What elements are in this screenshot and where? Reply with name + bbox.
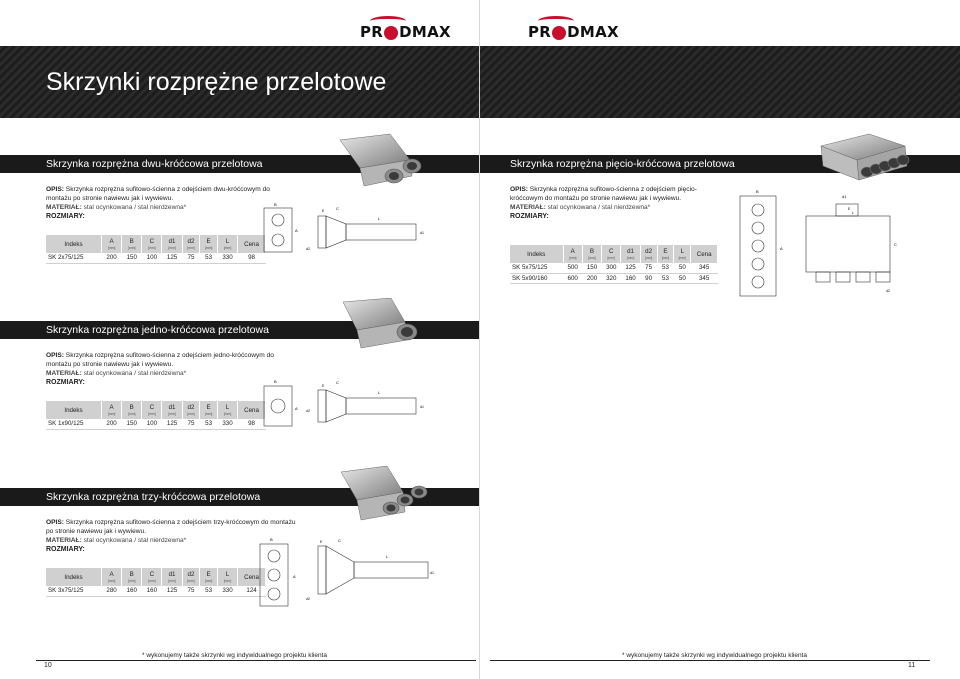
desc-dwu [46,185,296,221]
column-header-label: d2 [187,238,195,245]
column-header [602,245,621,263]
footer-rule [490,660,930,661]
dimension-diagram-jedno [262,376,432,436]
column-header-label: Cena [696,250,712,258]
table-cell: SK 1x90/125 [46,419,102,429]
table-cell: 150 [582,263,601,273]
rozmiary-label: ROZMIARY: [46,213,85,220]
column-header-unit: [mm] [187,246,195,250]
column-header-label: Indeks [64,406,83,414]
column-header-label: d1 [168,404,176,411]
logo-text-pre: PR [528,23,552,41]
column-header-label: Cena [244,406,259,414]
material-label: MATERIAŁ: [510,204,546,211]
table-cell: 600 [563,273,582,283]
table-row [510,273,718,283]
column-header-unit: [mm] [204,246,213,250]
spec-table-jedno [46,401,266,430]
column-header-label: A [109,238,114,245]
column-header-label: A [570,248,575,255]
column-header [217,568,237,586]
dim-label-e: E [322,384,325,388]
column-header [200,401,218,419]
column-header-unit: [mm] [223,579,232,583]
dim-label-c: C [336,380,339,385]
column-header [142,568,162,586]
column-header [510,245,563,263]
table-cell: 125 [162,419,182,429]
desc-jedno [46,351,296,387]
column-header [162,568,182,586]
column-header [217,401,237,419]
column-header-label: B [129,404,134,411]
dim-label-a: A [780,246,783,251]
table-cell: SK 5x90/160 [510,273,563,283]
dim-label-e: E [848,207,851,211]
table-cell: 330 [217,586,237,596]
dim-label-c: C [894,242,897,247]
column-header-unit: [mm] [127,412,136,416]
column-header [46,401,102,419]
column-header-label: A [109,404,114,411]
column-header-unit: [mm] [204,412,213,416]
column-header [46,235,102,253]
rozmiary-label: ROZMIARY: [46,379,85,386]
table-cell: 330 [217,419,237,429]
title-banner [480,46,960,118]
table-cell: 124 [238,586,266,596]
column-header [657,245,674,263]
material-label: MATERIAŁ: [46,537,82,544]
column-header-unit: [mm] [107,579,116,583]
table-header-row [46,568,266,586]
column-header [200,568,218,586]
table-cell: 345 [691,263,718,273]
section-header-piecio: Skrzynka rozprężna pięcio-króćcowa przelotowa [480,155,960,173]
desc-text: Skrzynka rozprężna sufitowo-ścienna z odejściem trzy-króćcowym do montażu po stronie nawiewu jak i wywiewu. [46,519,296,535]
dim-label-b: B [274,379,277,384]
column-header [182,568,200,586]
column-header-unit: [mm] [204,579,213,583]
rozmiary-label: ROZMIARY: [510,213,549,220]
section-header-jedno: Skrzynka rozprężna jedno-króćcowa przelotowa [0,321,480,339]
table-row [510,263,718,273]
column-header-unit: [mm] [678,256,687,260]
column-header [102,401,122,419]
table-cell: 200 [102,419,122,429]
product-photo-dwu [330,132,430,192]
table-cell: SK 2x75/125 [46,253,102,263]
dim-label-d2: d2 [306,597,310,601]
material-text: stal ocynkowana / stal nierdzewna* [83,204,187,211]
logo-text-post: DMAX [567,23,619,41]
material-label: MATERIAŁ: [46,370,82,377]
page-number-right: 11 [908,662,916,669]
column-header-unit: [mm] [187,412,195,416]
column-header [142,235,162,253]
table-cell: 125 [162,253,182,263]
table-cell: 75 [182,419,200,429]
desc-piecio [510,185,710,221]
column-header-label: Indeks [64,573,83,581]
column-header-unit: [mm] [127,579,136,583]
column-header-label: A [109,571,114,578]
spec-table-trzy [46,568,266,597]
table-cell: 53 [657,273,674,283]
table-cell: 320 [602,273,621,283]
table-row [46,419,266,429]
column-header-label: B [129,238,134,245]
column-header [582,245,601,263]
column-header-label: C [609,248,614,255]
table-cell: 150 [122,419,142,429]
column-header-label: E [206,571,211,578]
product-photo-trzy [335,466,435,526]
column-header-label: Indeks [527,250,546,258]
dim-label-b: B [756,189,759,194]
table-cell: 345 [691,273,718,283]
column-header-label: d2 [187,571,195,578]
column-header-label: d1 [168,571,176,578]
column-header [200,235,218,253]
column-header [102,235,122,253]
column-header [46,568,102,586]
column-header [691,245,718,263]
opis-label: OPIS: [46,352,64,359]
column-header-label: d2 [645,248,653,255]
section-header-dwu: Skrzynka rozprężna dwu-króćcowa przelotowa [0,155,480,173]
table-cell: 100 [142,253,162,263]
page-number-left: 10 [44,662,52,669]
table-cell: 300 [602,263,621,273]
table-cell: 98 [238,419,266,429]
dim-label-b: B [270,537,273,542]
column-header-label: C [149,238,155,245]
dim-label-l: L [852,211,854,215]
column-header [142,401,162,419]
table-header-row [46,235,266,253]
table-cell: 75 [182,586,200,596]
dim-label-l: L [378,216,381,221]
desc-text: Skrzynka rozprężna sufitowo-ścienna z odejściem pięcio-króćcowym do montażu po stronie nawiewu jak i wywiewu. [510,186,697,202]
dim-label-c: C [336,206,339,211]
table-cell: 150 [122,253,142,263]
column-header [122,235,142,253]
dim-label-d2: d2 [886,289,890,293]
table-cell: 90 [640,273,657,283]
table-cell: 500 [563,263,582,273]
dim-label-e: E [322,209,325,213]
column-header [621,245,640,263]
dim-label-c: C [338,538,341,543]
dim-label-d2: d2 [306,247,310,251]
column-header [674,245,691,263]
logo-swoosh-icon [538,16,574,26]
dim-label-a: A [295,228,298,233]
table-row [46,253,266,263]
dim-label-d1: d1 [420,231,424,235]
footnote: * wykonujemy także skrzynki wg indywidualnego projektu klienta [622,652,807,659]
column-header [182,235,200,253]
table-cell: 75 [182,253,200,263]
logo-text-post: DMAX [399,23,451,41]
footnote: * wykonujemy także skrzynki wg indywidualnego projektu klienta [142,652,327,659]
opis-label: OPIS: [510,186,528,193]
dim-label-d1: d1 [430,571,434,575]
column-header [162,401,182,419]
dim-label-l: L [386,554,389,559]
opis-label: OPIS: [46,186,64,193]
column-header [563,245,582,263]
table-cell: 200 [582,273,601,283]
table-cell: 100 [142,419,162,429]
material-text: stal ocynkowana / stal nierdzewna* [83,537,187,544]
material-text: stal ocynkowana / stal nierdzewna* [547,204,651,211]
column-header-label: C [149,404,155,411]
column-header-unit: [mm] [148,246,156,250]
page-title: Skrzynki rozprężne przelotowe [46,68,387,96]
table-cell: 280 [102,586,122,596]
spec-table-piecio [510,245,718,284]
table-cell: 98 [238,253,266,263]
material-label: MATERIAŁ: [46,204,82,211]
column-header-label: L [225,571,230,578]
logo-swoosh-icon [370,16,406,26]
product-photo-jedno [335,298,435,358]
column-header-label: E [206,404,211,411]
desc-text: Skrzynka rozprężna sufitowo-ścienna z odejściem dwu-króćcowym do montażu po stronie nawiewu jak i wywiewu. [46,186,270,202]
column-header-label: L [225,238,230,245]
column-header [122,401,142,419]
column-header-unit: [mm] [148,412,156,416]
logo-text-pre: PR [360,23,384,41]
column-header-label: Cena [244,573,259,581]
column-header-label: d2 [187,404,195,411]
column-header-label: d1 [168,238,176,245]
column-header [217,235,237,253]
column-header-unit: [mm] [168,246,176,250]
column-header-unit: [mm] [661,256,670,260]
column-header-label: B [129,571,134,578]
column-header [162,235,182,253]
spec-table-dwu [46,235,266,264]
table-row [46,586,266,596]
logo-o-mark [384,26,398,40]
column-header-label: Indeks [64,240,83,248]
right-page [480,0,960,679]
column-header-unit: [mm] [168,579,176,583]
product-photo-piecio [815,132,915,192]
column-header [640,245,657,263]
column-header-label: d1 [627,248,634,255]
column-header-label: L [225,404,230,411]
brand-logo [528,22,619,42]
table-cell: 160 [122,586,142,596]
column-header-unit: [mm] [568,256,577,260]
dim-label-l: L [378,390,381,395]
column-header-unit: [mm] [168,412,176,416]
dim-label-a: A [295,406,298,411]
footer-rule [36,660,476,661]
logo-o-mark [552,26,566,40]
table-cell: 53 [200,419,218,429]
desc-text: Skrzynka rozprężna sufitowo-ścienna z odejściem jedno-króćcowym do montażu po stronie nawiewu jak i wywiewu. [46,352,274,368]
table-cell: SK 3x75/125 [46,586,102,596]
table-header-row [510,245,718,263]
column-header [102,568,122,586]
column-header-unit: [mm] [187,579,195,583]
table-cell: 160 [621,273,640,283]
dim-label-d1: d1 [420,405,424,409]
material-text: stal ocynkowana / stal nierdzewna* [83,370,187,377]
table-cell: 50 [674,263,691,273]
column-header [182,401,200,419]
column-header-unit: [mm] [644,256,653,260]
section-header-trzy: Skrzynka rozprężna trzy-króćcowa przelotowa [0,488,480,506]
dim-label-d2: d2 [306,409,310,413]
table-cell: 330 [217,253,237,263]
column-header-label: Cena [244,240,259,248]
table-cell: 53 [200,253,218,263]
column-header-unit: [mm] [607,256,616,260]
column-header-unit: [mm] [626,256,635,260]
table-cell: SK 5x75/125 [510,263,563,273]
dimension-diagram-piecio [738,188,928,298]
column-header-unit: [mm] [223,412,232,416]
column-header-label: B [589,248,595,255]
column-header-unit: [mm] [107,412,116,416]
dim-label-a: A [293,574,296,579]
table-cell: 50 [674,273,691,283]
table-cell: 75 [640,263,657,273]
table-cell: 53 [200,586,218,596]
dimension-diagram-trzy [258,536,438,608]
column-header-unit: [mm] [127,246,136,250]
dim-label-d1: d1 [842,194,847,199]
brand-logo [360,22,451,42]
column-header-label: E [206,238,211,245]
table-cell: 125 [621,263,640,273]
column-header [122,568,142,586]
rozmiary-label: ROZMIARY: [46,546,85,553]
table-header-row [46,401,266,419]
table-cell: 160 [142,586,162,596]
table-cell: 53 [657,263,674,273]
dim-label-b: B [274,202,277,207]
column-header-unit: [mm] [107,246,116,250]
table-cell: 200 [102,253,122,263]
opis-label: OPIS: [46,519,64,526]
column-header-label: L [680,248,685,255]
column-header-unit: [mm] [588,256,596,260]
dimension-diagram-dwu [262,202,432,262]
column-header-label: C [149,571,155,578]
column-header-unit: [mm] [148,579,156,583]
dim-label-e: E [320,540,323,544]
table-cell: 125 [162,586,182,596]
column-header-unit: [mm] [223,246,232,250]
column-header-label: E [663,248,668,255]
